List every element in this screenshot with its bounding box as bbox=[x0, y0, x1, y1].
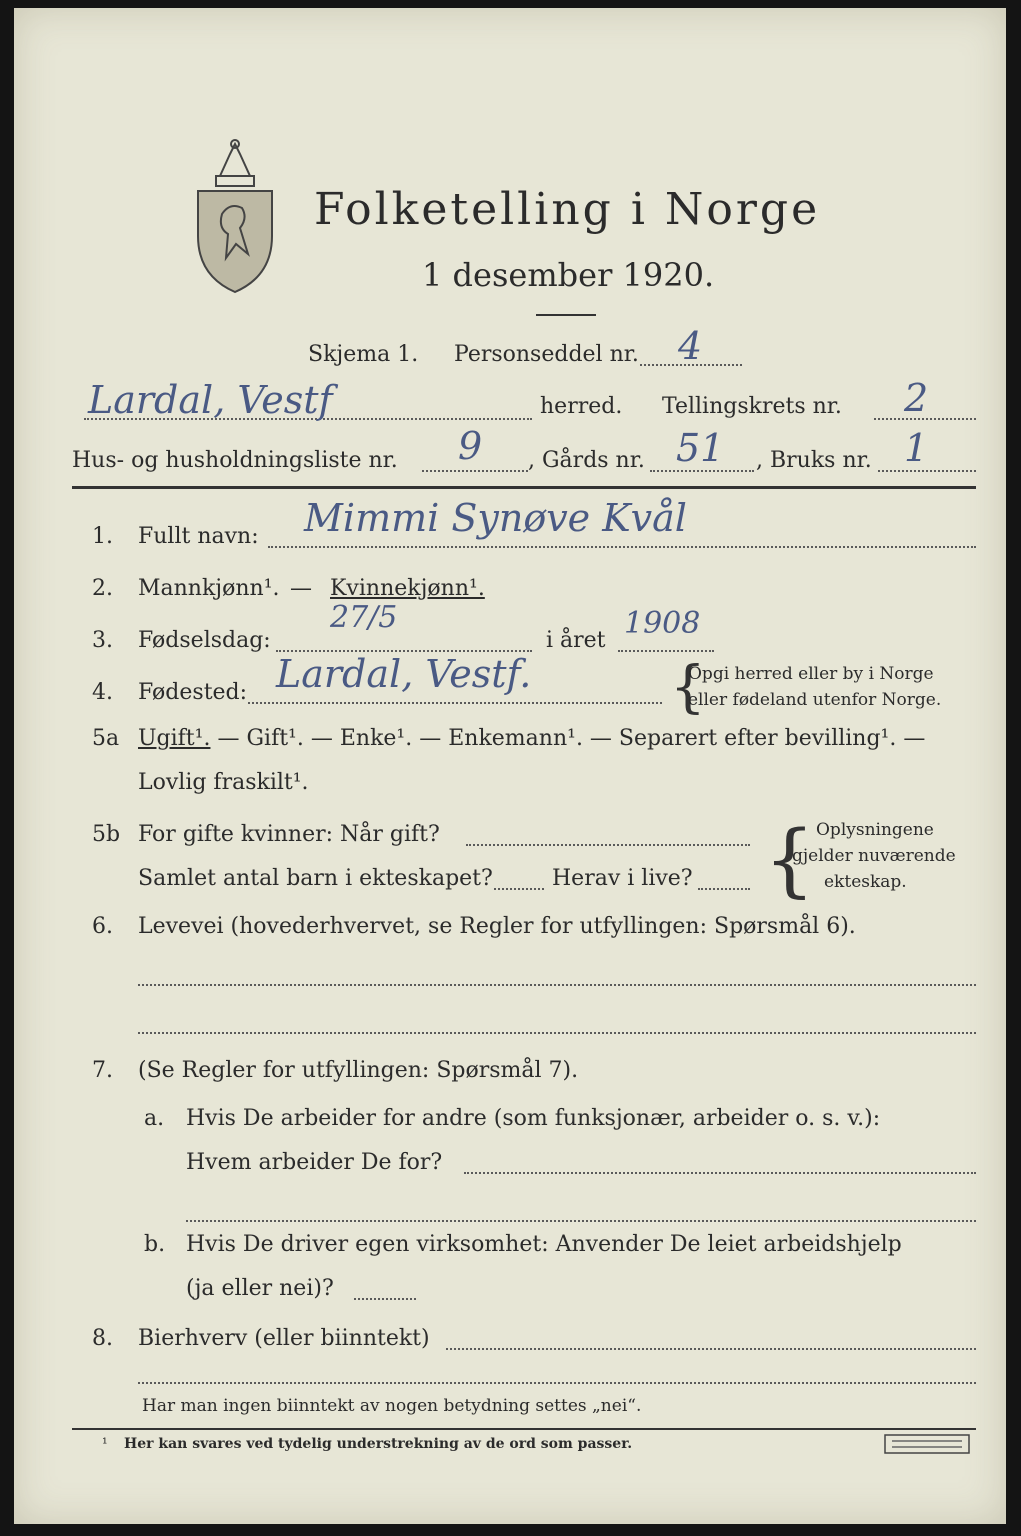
q5b-line2a-dots bbox=[494, 888, 544, 890]
herred-label: herred. bbox=[540, 394, 623, 419]
q6-text: Levevei (hovederhvervet, se Regler for utfyllingen: Spørsmål 6). bbox=[138, 914, 856, 939]
q5a-rest: — Gift¹. — Enke¹. — Enkemann¹. — Separert efter bevilling¹. — bbox=[210, 726, 926, 751]
q5a-ugift: Ugift¹. bbox=[138, 726, 211, 751]
q7a-line-extra bbox=[186, 1220, 976, 1222]
bruks-line bbox=[878, 470, 976, 472]
q1-number: 1. bbox=[92, 524, 113, 549]
q3-label: Fødselsdag: bbox=[138, 628, 271, 653]
hus-value: 9 bbox=[458, 424, 483, 468]
q7-text: (Se Regler for utfyllingen: Spørsmål 7). bbox=[138, 1058, 579, 1083]
q7a-line1: Hvis De arbeider for andre (som funksjonær, arbeider o. s. v.): bbox=[186, 1106, 881, 1131]
q7a-line2: Hvem arbeider De for? bbox=[186, 1150, 443, 1175]
q5b-brace: { bbox=[764, 813, 815, 906]
q4-brace: { bbox=[670, 655, 706, 720]
census-date: 1 desember 1920. bbox=[422, 256, 715, 294]
q6-number: 6. bbox=[92, 914, 113, 939]
q7-number: 7. bbox=[92, 1058, 113, 1083]
q5b-number: 5b bbox=[92, 822, 121, 847]
skjema-label: Skjema 1. bbox=[308, 342, 419, 367]
q7b-line-dots bbox=[354, 1298, 416, 1300]
herred-value: Lardal, Vestf bbox=[88, 378, 333, 422]
footer-rule bbox=[72, 1428, 976, 1430]
personseddel-label: Personseddel nr. bbox=[454, 342, 639, 367]
q7a-line-dots bbox=[464, 1172, 976, 1174]
page-title: Folketelling i Norge bbox=[314, 184, 821, 235]
footnote-text: Her kan svares ved tydelig understrekning av de ord som passer. bbox=[124, 1436, 633, 1452]
q5b-line2a: Samlet antal barn i ekteskapet? bbox=[138, 866, 493, 891]
q3-number: 3. bbox=[92, 628, 113, 653]
bruks-value: 1 bbox=[904, 426, 929, 470]
printer-stamp-icon bbox=[884, 1434, 970, 1454]
q5b-note-line3: ekteskap. bbox=[824, 872, 907, 892]
census-form-page bbox=[14, 8, 1006, 1524]
tellingskrets-label: Tellingskrets nr. bbox=[662, 394, 842, 419]
q4-value: Lardal, Vestf. bbox=[276, 652, 532, 696]
q1-value: Mimmi Synøve Kvål bbox=[304, 496, 687, 540]
q8-line bbox=[446, 1348, 976, 1350]
q4-label: Fødested: bbox=[138, 680, 248, 705]
q6-line2 bbox=[138, 1032, 976, 1034]
q4-note-line1: Opgi herred eller by i Norge bbox=[688, 664, 934, 684]
q8-line2 bbox=[138, 1382, 976, 1384]
q3-year-label: i året bbox=[546, 628, 606, 653]
q3-year-value: 1908 bbox=[624, 606, 701, 641]
q5b-line1-dots bbox=[466, 844, 750, 846]
q5b-note-line2: gjelder nuværende bbox=[792, 846, 956, 866]
q5b-line1: For gifte kvinner: Når gift? bbox=[138, 822, 440, 847]
tellingskrets-value: 2 bbox=[904, 376, 929, 420]
q2-mann: Mannkjønn¹. bbox=[138, 576, 280, 601]
gards-value: 51 bbox=[676, 426, 725, 470]
q4-note-line2: eller fødeland utenfor Norge. bbox=[688, 690, 942, 710]
q7b-line2: (ja eller nei)? bbox=[186, 1276, 334, 1301]
q8-text: Bierhverv (eller biinntekt) bbox=[138, 1326, 430, 1351]
q5a-options bbox=[138, 726, 925, 751]
q5b-line2b-dots bbox=[698, 888, 750, 890]
q4-number: 4. bbox=[92, 680, 113, 705]
q5b-note-line1: Oplysningene bbox=[816, 820, 934, 840]
personseddel-value: 4 bbox=[678, 324, 703, 368]
q4-line bbox=[248, 702, 662, 704]
q5b-line2b: Herav i live? bbox=[552, 866, 693, 891]
q1-label: Fullt navn: bbox=[138, 524, 259, 549]
q8-number: 8. bbox=[92, 1326, 113, 1351]
hus-label: Hus- og husholdningsliste nr. bbox=[72, 448, 398, 473]
q5a-number: 5a bbox=[92, 726, 120, 751]
q3-year-line bbox=[618, 650, 714, 652]
gards-line bbox=[650, 470, 754, 472]
q2-dash: — bbox=[290, 576, 312, 601]
q1-line bbox=[268, 546, 976, 548]
header-rule bbox=[72, 486, 976, 489]
q2-number: 2. bbox=[92, 576, 113, 601]
title-divider bbox=[536, 314, 596, 316]
q5a-line2: Lovlig fraskilt¹. bbox=[138, 770, 309, 795]
coat-of-arms-icon bbox=[190, 136, 280, 296]
q6-line1 bbox=[138, 984, 976, 986]
footnote-mark: ¹ bbox=[102, 1436, 108, 1452]
footer-note: Har man ingen biinntekt av nogen betydning settes „nei“. bbox=[142, 1396, 642, 1416]
q7b-number: b. bbox=[144, 1232, 166, 1257]
q7b-line1: Hvis De driver egen virksomhet: Anvender De leiet arbeidshjelp bbox=[186, 1232, 902, 1257]
q7a-number: a. bbox=[144, 1106, 165, 1131]
q3-value: 27/5 bbox=[330, 600, 398, 635]
gards-label: , Gårds nr. bbox=[528, 448, 645, 473]
hus-line bbox=[422, 470, 528, 472]
q2-kvinne: Kvinnekjønn¹. bbox=[330, 576, 485, 601]
bruks-label: , Bruks nr. bbox=[756, 448, 872, 473]
